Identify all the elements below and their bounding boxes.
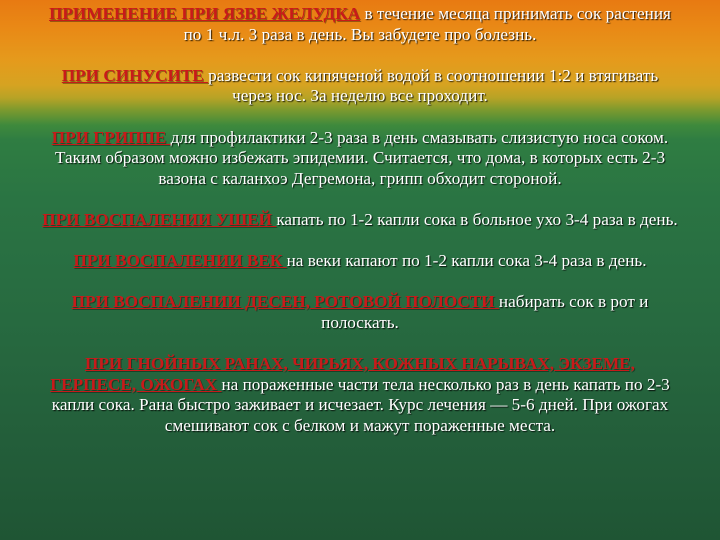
paragraph-gum-inflammation [40, 292, 680, 333]
text-stomach-ulcer: в течение месяца принимать сок растения по 1 ч.л. 3 раза в день. Вы забудете про болезнь. [183, 4, 671, 44]
heading-sinusitis: ПРИ СИНУСИТЕ [61, 65, 209, 85]
slide-text-body [40, 4, 680, 457]
text-eyelid-inflammation: на веки капают по 1-2 капли сока 3-4 раза в день. [286, 251, 647, 271]
heading-ear-inflammation: ПРИ ВОСПАЛЕНИИ УШЕЙ [42, 209, 277, 229]
heading-flu: ПРИ ГРИППЕ [51, 127, 171, 147]
text-sinusitis: развести сок кипяченой водой в соотношении 1:2 и втягивать через нос. За неделю все проходит. [208, 65, 659, 106]
heading-stomach-ulcer: ПРИМЕНЕНИЕ ПРИ ЯЗВЕ ЖЕЛУДКА [49, 4, 361, 23]
paragraph-eyelid-inflammation [40, 251, 680, 272]
paragraph-ear-inflammation [40, 210, 680, 231]
text-wounds: на пораженные части тела несколько раз в день капать по 2-3 капли сока. Рана быстро заживает и исчезает. Курс лечения — 5-6 дней. При ожогах смешивают сок с белком и мажут пораженные места. [51, 374, 670, 435]
paragraph-sinusitis [40, 66, 680, 107]
text-flu: для профилактики 2-3 раза в день смазывать слизистую носа соком. Таким образом можно избежать эпидемии. Считается, что дома, в которых есть 2-3 вазона с каланхоэ Дегремона, грипп обходит стороной. [54, 127, 669, 188]
paragraph-stomach-ulcer [40, 4, 680, 45]
text-ear-inflammation: капать по 1-2 капли сока в больное ухо 3-4 раза в день. [276, 209, 678, 229]
text-gum-inflammation: набирать сок в рот и полоскать. [321, 292, 649, 332]
paragraph-flu [40, 128, 680, 190]
heading-wounds: ПРИ ГНОЙНЫХ РАНАХ, ЧИРЬЯХ, КОЖНЫХ НАРЫВАХ, ЭКЗЕМЕ, ГЕРПЕСЕ, ОЖОГАХ [50, 354, 635, 394]
heading-gum-inflammation: ПРИ ВОСПАЛЕНИИ ДЕСЕН, РОТОВОЙ ПОЛОСТИ [71, 292, 499, 312]
paragraph-wounds [40, 354, 680, 436]
heading-eyelid-inflammation: ПРИ ВОСПАЛЕНИИ ВЕК [73, 251, 287, 271]
